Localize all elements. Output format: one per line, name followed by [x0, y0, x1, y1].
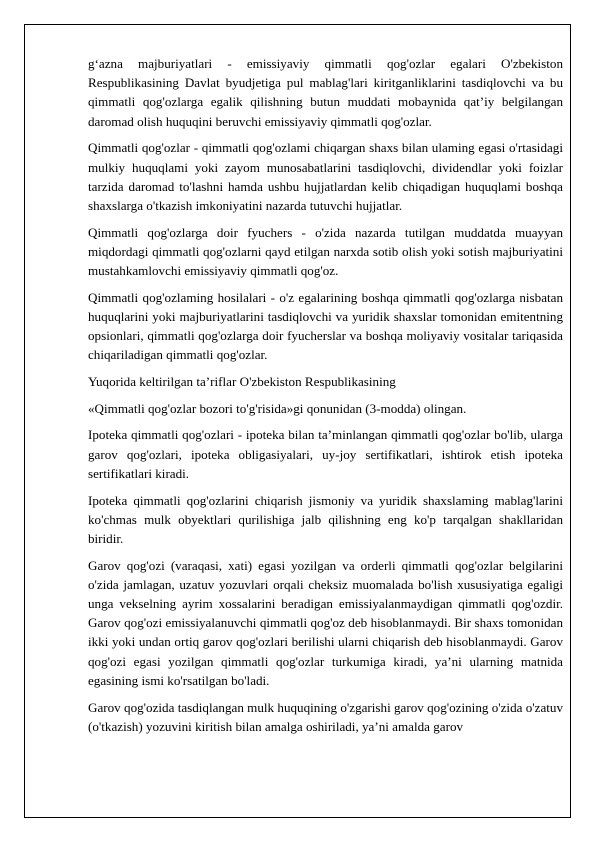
- paragraph-definitions-source: Yuqorida keltirilgan ta’riflar O'zbekiston Respublikasining: [88, 374, 396, 390]
- paragraph-pledge-note: Garov qog'ozi (varaqasi, xati) egasi yozilgan va orderli qimmatli qog'ozlar belgilarini o'zida jamlagan, uzatuv yozuvlari orqali cheksiz muomalada bo'lish xususiyatiga egaligi unga vekselning ayrim xossalarini beradigan emissiyalanmaydigan qimmatli qog'ozdir. Garov qog'ozi emissiyalanuvchi qimmatli qog'oz deb hisoblanmaydi. Bir shaxs tomonidan ikki yoki undan ortiq garov qog'ozlari berilishi ularni chiqarish deb hisoblanmaydi. Garov qog'ozi egasi yozilgan qimmatli qog'ozlar turkumiga kiradi, ya’ni ularning matnida egasining ismi ko'rsatilgan bo'ladi.: [88, 557, 563, 688]
- paragraph-mortgage-issuance: Ipoteka qimmatli qog'ozlarini chiqarish jismoniy va yuridik shaxslaming mablag'larini ko'chmas mulk obyektlari qurilishiga jalb qilishning eng ko'p tarqalgan shakllaridan biridir.: [88, 492, 563, 546]
- document-body: [88, 54, 563, 744]
- paragraph-securities-derivatives: Qimmatli qog'ozlaming hosilalari - o'z egalarining boshqa qimmatli qog'ozlarga nisbatan huquqlarini yoki majburiyatlarini tasdiqlovchi va yuridik shaxslar tomonidan emitentning opsionlari, qimmatli qog'ozlarga doir fyucherslar va boshqa moliyaviy vositalar tariqasida chiqariladigan qimmatli qog'ozlar.: [88, 289, 563, 363]
- paragraph-securities-futures: Qimmatli qog'ozlarga doir fyuchers - o'zida nazarda tutilgan muddatda muayyan miqdordagi qimmatli qog'ozlarni qayd etilgan narxda sotib olish yoki sotish majburiyatini mustahkamlovchi emissiyaviy qimmatli qog'oz.: [88, 224, 563, 279]
- paragraph-treasury-obligations: g‘azna majburiyatlari - emissiyaviy qimmatli qog'ozlar egalari O'zbekiston Respublikasining Davlat byudjetiga pul mablag'lari kiritganliklarini tasdiqlovchi va bu qimmatli qog'ozlarga egalik qilishning butun muddati mobaynida qat’iy belgilangan daromad olish huquqini beruvchi emissiyaviy qimmatli qog'ozlar.: [88, 56, 563, 129]
- paragraph-law-reference: «Qimmatli qog'ozlar bozori to'g'risida»gi qonunidan (3-modda) olingan.: [88, 400, 467, 416]
- paragraph-pledge-transfer: Garov qog'ozida tasdiqlangan mulk huquqining o'zgarishi garov qog'ozining o'zida o'zatuv (o'tkazish) yozuvini kiritish bilan amalga oshiriladi, ya’ni amalda garov: [88, 699, 563, 734]
- paragraph-mortgage-securities: Ipoteka qimmatli qog'ozlari - ipoteka bilan ta’minlangan qimmatli qog'ozlar bo'lib, ularga garov qog'ozlari, ipoteka obligasiyalari, uy-joy sertifikatlari, ishtirok etish ipoteka sertifikatlari kiradi.: [88, 427, 563, 481]
- paragraph-securities-definition: Qimmatli qog'ozlar - qimmatli qog'ozlami chiqargan shaxs bilan ulaming egasi o'rtasidagi mulkiy huquqlami yoki zayom munosabatlarini tasdiqlovchi, dividendlar yoki foizlar tarzida daromad to'lashni hamda ushbu hujjatlardan kelib chiqadigan huquqlami boshqa shaxslarga o'tkazish imkoniyatini nazarda tutuvchi hujjatlar.: [88, 140, 563, 213]
